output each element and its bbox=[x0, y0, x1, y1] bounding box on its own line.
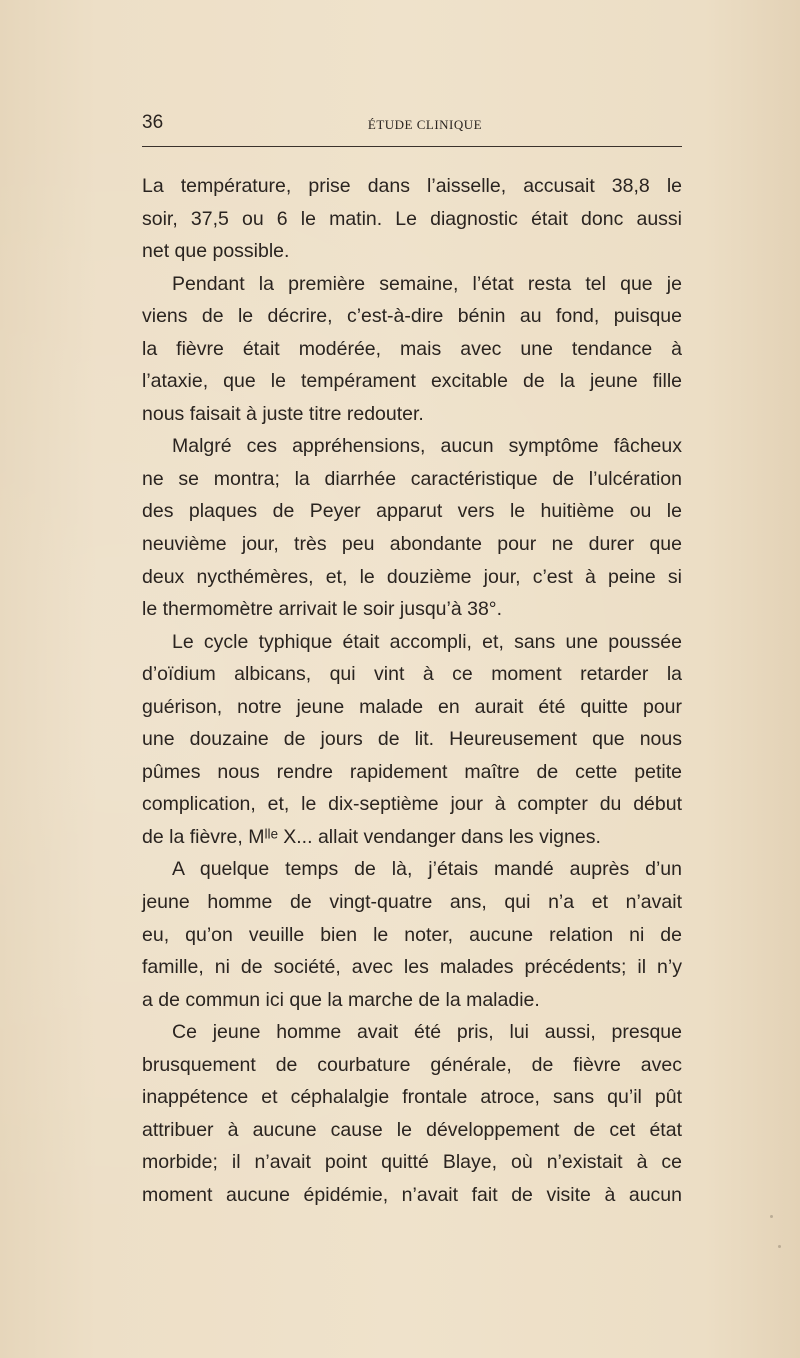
text-line: nous faisait à juste titre redouter. bbox=[142, 402, 424, 425]
body-text bbox=[142, 170, 682, 1212]
text-line: Malgré ces appréhensions, aucun symptôme fâcheux bbox=[172, 435, 682, 458]
text-line: de la fièvre, Mˡˡᵉ X... allait vendanger dans les vignes. bbox=[142, 825, 601, 848]
text-line: viens de le décrire, c’est-à-dire bénin au fond, puisque bbox=[142, 305, 682, 328]
paper-speck bbox=[778, 1245, 781, 1248]
text-line: soir, 37,5 ou 6 le matin. Le diagnostic était donc aussi bbox=[142, 207, 682, 230]
text-line: eu, qu’on veuille bien le noter, aucune relation ni de bbox=[142, 923, 682, 946]
text-line: la fièvre était modérée, mais avec une tendance à bbox=[142, 337, 682, 360]
text-line: Pendant la première semaine, l’état resta tel que je bbox=[172, 272, 682, 295]
text-line: le thermomètre arrivait le soir jusqu’à 38°. bbox=[142, 598, 503, 621]
text-line: net que possible. bbox=[142, 240, 290, 263]
text-line: guérison, notre jeune malade en aurait été quitte pour bbox=[142, 695, 682, 718]
text-line: Ce jeune homme avait été pris, lui aussi, presque bbox=[172, 1021, 682, 1044]
text-line: pûmes nous rendre rapidement maître de cette petite bbox=[142, 760, 682, 783]
text-line: d’oïdium albicans, qui vint à ce moment retarder la bbox=[142, 663, 682, 686]
header-rule bbox=[142, 146, 682, 147]
text-line: une douzaine de jours de lit. Heureusement que nous bbox=[142, 728, 682, 751]
text-line: attribuer à aucune cause le développement de cet état bbox=[142, 1118, 682, 1141]
text-line: brusquement de courbature générale, de fièvre avec bbox=[142, 1053, 682, 1076]
text-line: jeune homme de vingt-quatre ans, qui n’a et n’avait bbox=[142, 891, 682, 914]
text-line: complication, et, le dix-septième jour à compter du début bbox=[142, 793, 682, 816]
text-line: a de commun ici que la marche de la maladie. bbox=[142, 988, 540, 1011]
text-line: deux nycthémères, et, le douzième jour, c’est à peine si bbox=[142, 565, 682, 588]
page-number: 36 bbox=[142, 112, 164, 133]
text-line: des plaques de Peyer apparut vers le huitième ou le bbox=[142, 500, 682, 523]
text-line: La température, prise dans l’aisselle, accusait 38,8 le bbox=[142, 175, 682, 197]
text-line: neuvième jour, très peu abondante pour ne durer que bbox=[142, 533, 682, 556]
text-line: inappétence et céphalalgie frontale atroce, sans qu’il pût bbox=[142, 1086, 682, 1109]
text-line: A quelque temps de là, j’étais mandé auprès d’un bbox=[172, 858, 682, 881]
text-line: famille, ni de société, avec les malades précédents; il n’y bbox=[142, 956, 682, 979]
running-head: ÉTUDE CLINIQUE bbox=[367, 117, 483, 132]
text-line: l’ataxie, que le tempérament excitable de la jeune fille bbox=[142, 370, 682, 393]
paper-speck bbox=[770, 1215, 773, 1218]
text-line: morbide; il n’avait point quitté Blaye, où n’existait à ce bbox=[142, 1151, 682, 1174]
text-line: moment aucune épidémie, n’avait fait de visite à aucun bbox=[142, 1183, 682, 1206]
text-line: Le cycle typhique était accompli, et, sans une poussée bbox=[172, 630, 682, 653]
text-line: ne se montra; la diarrhée caractéristique de l’ulcération bbox=[142, 467, 682, 490]
